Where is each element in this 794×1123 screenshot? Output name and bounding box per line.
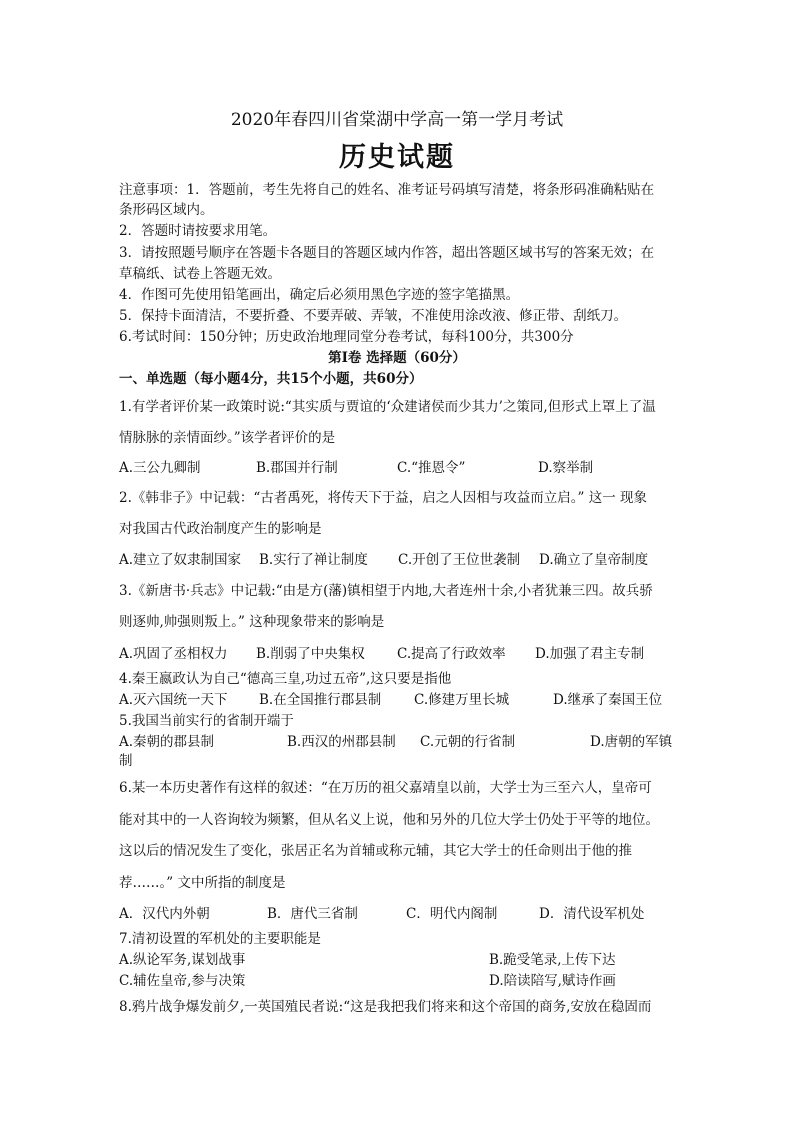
q1-stem-2: 情脉脉的亲情面纱。”该学者评价的是	[119, 430, 336, 446]
q5-stem: 5.我国当前实行的省制开端于	[119, 713, 294, 729]
q3-option-a: A.巩固了丞相权力	[119, 646, 228, 662]
note-line-2: 2．答题时请按要求用笔。	[119, 223, 277, 239]
note-line-3: 3．请按照题号顺序在答题卡各题目的答题区域内作答，超出答题区域书写的答案无效；在	[119, 245, 655, 261]
q3-stem-2: 则逐帅,帅强则叛上。” 这种现象带来的影响是	[119, 614, 385, 630]
q8-stem-1: 8.鸦片战争爆发前夕,一英国殖民者说:“这是我把我们将来和这个帝国的商务,安放在稳固而	[119, 999, 652, 1015]
q5-option-d: D.唐朝的军镇	[590, 734, 673, 750]
note-line-5: 5．保持卡面清洁，不要折叠、不要弄破、弄皱，不准使用涂改液、修正带、刮纸刀。	[119, 308, 628, 324]
q3-option-d: D.加强了君主专制	[535, 646, 645, 662]
note-line-1: 注意事项：1．答题前，考生先将自己的姓名、准考证号码填写清楚，将条形码准确粘贴在	[119, 182, 655, 198]
q5-option-d-wrap: 制	[119, 753, 133, 769]
q4-option-a: A.灭六国统一天下	[119, 692, 228, 708]
q6-option-d: D．清代设军机处	[539, 906, 645, 922]
note-line-6: 6.考试时间：150分钟；历史政治地理同堂分卷考试，每科100分，共300分	[119, 329, 574, 345]
q1-option-d: D.察举制	[538, 460, 594, 476]
q3-stem-1: 3.《新唐书·兵志》中记载:“由是方(藩)镇相望于内地,大者连州十余,小者犹兼三四。故兵骄	[119, 583, 653, 599]
q4-option-d: D.继承了秦国王位	[553, 692, 663, 708]
q3-option-c: C.提高了行政效率	[397, 646, 506, 662]
subject-title: 历史试题	[339, 142, 455, 173]
q6-stem-1: 6.某一本历史著作有这样的叙述：“在万历的祖父嘉靖皇以前，大学士为三至六人，皇帝可	[119, 780, 652, 796]
q7-stem: 7.清初设置的军机处的主要职能是	[119, 931, 321, 947]
q6-stem-3: 这以后的情况发生了变化，张居正名为首辅或称元辅，其它大学士的任命则出于他的推	[119, 843, 632, 859]
q7-option-a: A.纵论军务,谋划战事	[119, 952, 246, 968]
q6-stem-4: 荐……。” 文中所指的制度是	[119, 875, 286, 891]
q4-option-c: C.修建万里长城	[414, 692, 510, 708]
q5-option-a: A.秦朝的郡县制	[119, 734, 215, 750]
q6-stem-2: 能对其中的一人咨询较为频繁，但从名义上说，他和另外的几位大学士仍处于平等的地位。	[119, 812, 659, 828]
note-line-1b: 条形码区域内。	[119, 202, 214, 218]
q4-stem: 4.秦王嬴政认为自己“德高三皇,功过五帝”,这只要是指他	[119, 671, 452, 687]
q2-option-c: C.开创了王位世袭制	[398, 552, 521, 568]
q1-stem-1: 1.有学者评价某一政策时说:“其实质与贾谊的‘众建诸侯而少其力’之策同,但形式上罩上了温	[119, 399, 656, 415]
q6-option-c: C．明代内阁制	[406, 906, 498, 922]
q3-option-b: B.削弱了中央集权	[256, 646, 365, 662]
q1-option-c: C.“推恩令”	[397, 460, 466, 476]
q1-option-b: B.郡国并行制	[256, 460, 338, 476]
q4-option-b: B.在全国推行郡县制	[259, 692, 382, 708]
q7-option-d: D.陪读陪写,赋诗作画	[489, 973, 616, 989]
q1-option-a: A.三公九卿制	[119, 460, 201, 476]
q7-option-b: B.跪受笔录,上传下达	[489, 952, 616, 968]
part-title: 第Ⅰ卷 选择题（60分）	[328, 350, 466, 366]
exam-title: 2020年春四川省棠湖中学高一第一学月考试	[230, 110, 564, 130]
q5-option-b: B.西汉的州郡县制	[287, 734, 396, 750]
q2-option-b: B.实行了禅让制度	[259, 552, 368, 568]
q2-option-a: A.建立了奴隶制国家	[119, 552, 242, 568]
note-line-3b: 草稿纸、试卷上答题无效。	[119, 266, 281, 282]
q2-stem-1: 2.《韩非子》中记载：“古者禹死，将传天下于益，启之人因相与攻益而立启。” 这一 现象	[119, 490, 648, 506]
q7-option-c: C.辅佐皇帝,参与决策	[119, 973, 246, 989]
q2-stem-2: 对我国古代政治制度产生的影响是	[119, 521, 322, 537]
note-line-4: 4．作图可先使用铅笔画出，确定后必须用黑色字迹的签字笔描黑。	[119, 287, 520, 303]
q5-option-c: C.元朝的行省制	[420, 734, 516, 750]
q2-option-d: D.确立了皇帝制度	[539, 552, 649, 568]
q6-option-b: B．唐代三省制	[267, 906, 358, 922]
section-heading: 一、单选题（每小题4分，共15个小题，共60分）	[119, 371, 423, 387]
q6-option-a: A．汉代内外朝	[119, 906, 210, 922]
